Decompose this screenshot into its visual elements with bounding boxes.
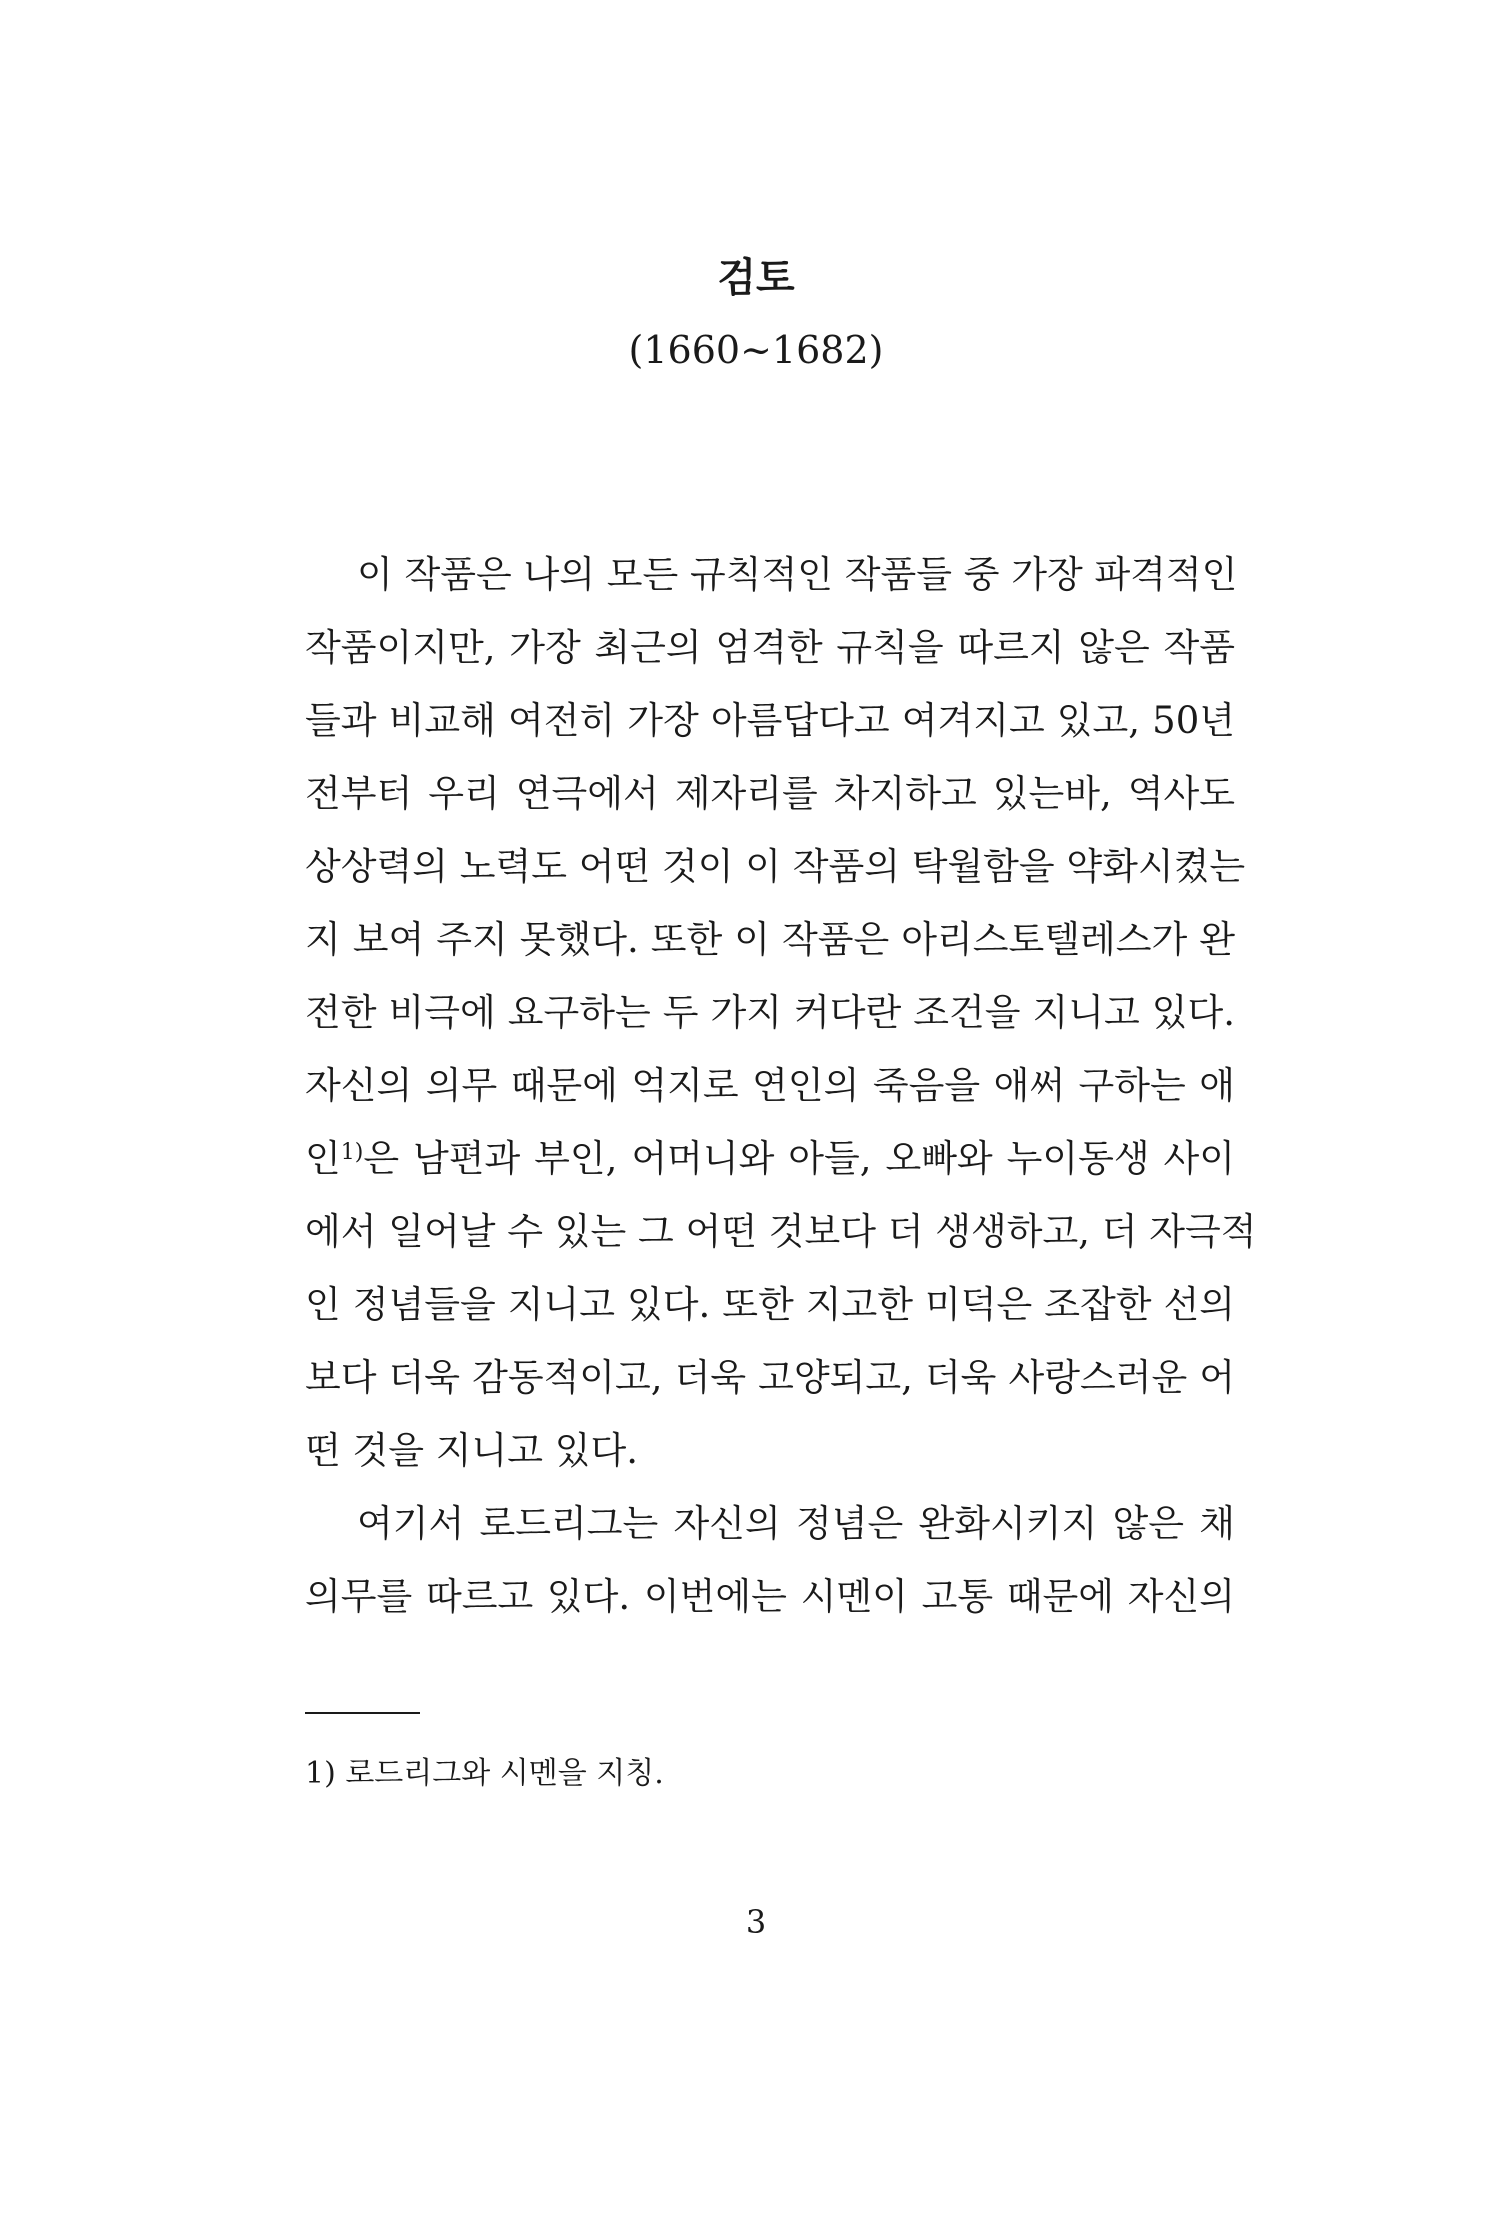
footnote: 1) 로드리그와 시멘을 지칭. bbox=[305, 1756, 664, 1791]
body-line: 작품이지만, 가장 최근의 엄격한 규칙을 따르지 않은 작품 bbox=[305, 626, 1235, 669]
body-line: 상상력의 노력도 어떤 것이 이 작품의 탁월함을 약화시켰는 bbox=[305, 845, 1246, 888]
body-line-rest: 은 남편과 부인, 어머니와 아들, 오빠와 누이동생 사이 bbox=[363, 1137, 1235, 1180]
body-line: 이 작품은 나의 모든 규칙적인 작품들 중 가장 파격적인 bbox=[357, 553, 1238, 596]
footnote-divider bbox=[305, 1712, 420, 1714]
footnote-reference: 1) bbox=[340, 1140, 364, 1165]
body-text bbox=[305, 538, 1257, 1633]
body-line: 들과 비교해 여전히 가장 아름답다고 여겨지고 있고, 50년 bbox=[305, 699, 1235, 742]
page-title: 검토 bbox=[717, 254, 795, 301]
body-line: 전한 비극에 요구하는 두 가지 커다란 조건을 지니고 있다. bbox=[305, 991, 1235, 1034]
body-line: 인 정념들을 지니고 있다. 또한 지고한 미덕은 조잡한 선의 bbox=[305, 1283, 1235, 1326]
body-line: 자신의 의무 때문에 억지로 연인의 죽음을 애써 구하는 애 bbox=[305, 1064, 1235, 1107]
body-line: 떤 것을 지니고 있다. bbox=[305, 1429, 638, 1472]
body-line: 보다 더욱 감동적이고, 더욱 고양되고, 더욱 사랑스러운 어 bbox=[305, 1356, 1235, 1399]
page-number: 3 bbox=[745, 1903, 767, 1941]
body-line: 에서 일어날 수 있는 그 어떤 것보다 더 생생하고, 더 자극적 bbox=[305, 1210, 1257, 1253]
body-line: 전부터 우리 연극에서 제자리를 차지하고 있는바, 역사도 bbox=[305, 772, 1235, 815]
body-line: 여기서 로드리그는 자신의 정념은 완화시키지 않은 채 bbox=[357, 1502, 1235, 1545]
body-line: 의무를 따르고 있다. 이번에는 시멘이 고통 때문에 자신의 bbox=[305, 1575, 1235, 1618]
body-line bbox=[305, 1122, 1235, 1195]
body-line: 지 보여 주지 못했다. 또한 이 작품은 아리스토텔레스가 완 bbox=[305, 918, 1235, 961]
page-subtitle: (1660~1682) bbox=[628, 328, 884, 372]
body-line-start: 인 bbox=[305, 1137, 341, 1180]
